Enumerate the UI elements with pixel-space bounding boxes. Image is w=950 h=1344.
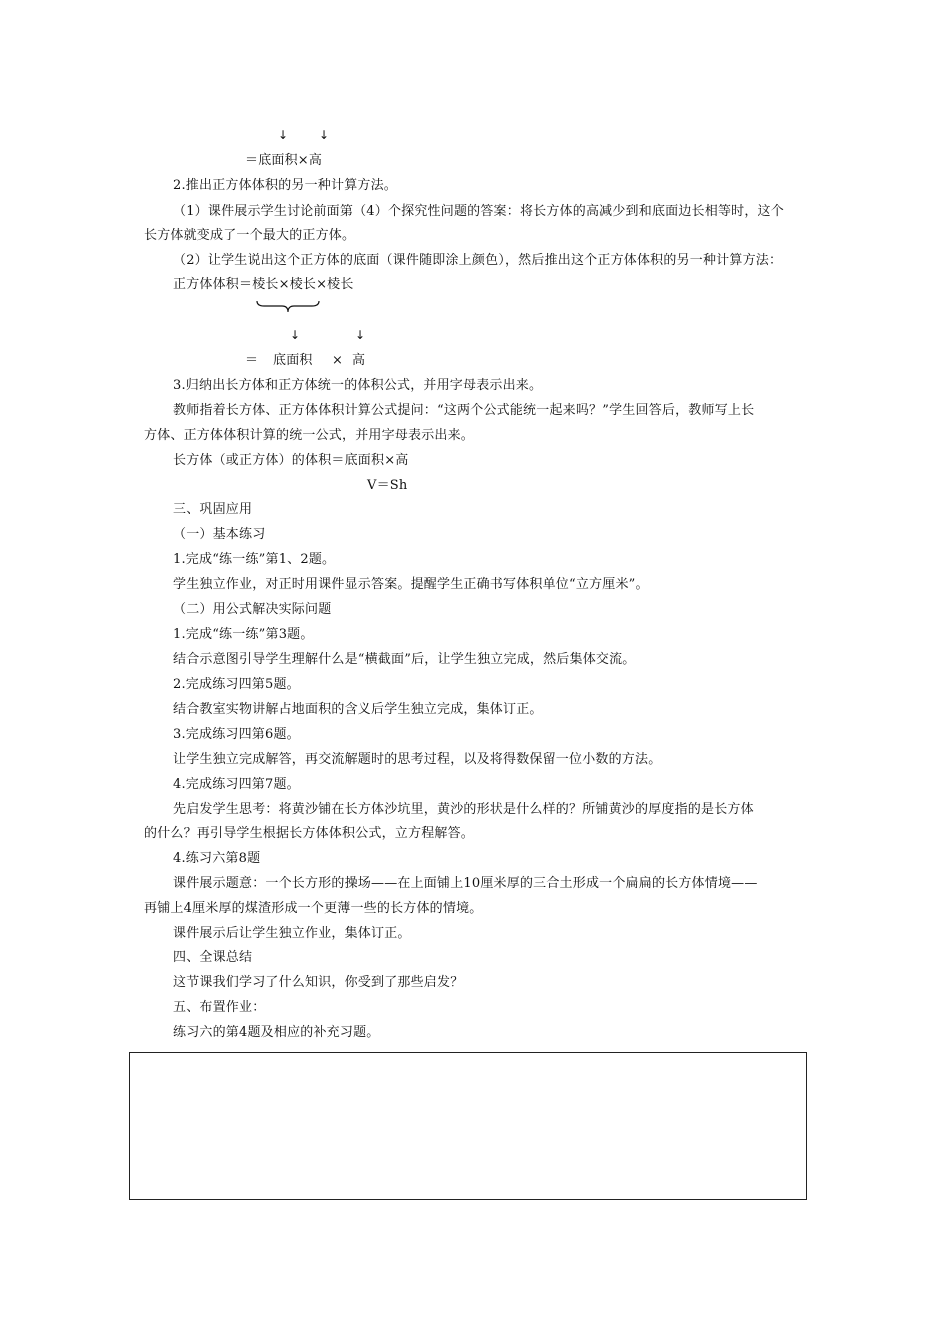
paragraph-line: （1）课件展示学生讨论前面第（4）个探究性问题的答案：将长方体的高减少到和底面边长相等时，这个 [173, 204, 784, 219]
formula-letters: V＝Sh [367, 478, 408, 493]
paragraph-line: （2）让学生说出这个正方体的底面（课件随即涂上颜色），然后推出这个正方体体积的另一种计算方法： [173, 253, 783, 268]
sub-heading: （二）用公式解决实际问题 [173, 602, 332, 617]
paragraph-line: 练习六的第4题及相应的补充习题。 [173, 1025, 380, 1040]
down-arrow-icon: ↓ [290, 328, 301, 342]
paragraph-line: 的什么？再引导学生根据长方体体积公式，立方程解答。 [144, 826, 475, 841]
list-item: 4.完成练习四第7题。 [173, 777, 300, 792]
down-arrow-icon: ↓ [355, 328, 366, 342]
paragraph-line: 再铺上4厘米厚的煤渣形成一个更薄一些的长方体的情境。 [144, 901, 483, 916]
list-item: 2.完成练习四第5题。 [173, 677, 300, 692]
paragraph-line: 教师指着长方体、正方体体积计算公式提问：“这两个公式能统一起来吗？”学生回答后，教师写上长 [173, 403, 755, 418]
down-arrow-icon: ↓ [319, 128, 330, 142]
formula-line: 长方体（或正方体）的体积＝底面积×高 [173, 453, 409, 468]
list-item: 3.完成练习四第6题。 [173, 727, 300, 742]
paragraph-line: 课件展示后让学生独立作业，集体订正。 [173, 926, 411, 941]
part-heading: 三、巩固应用 [173, 502, 253, 517]
paragraph-line: 长方体就变成了一个最大的正方体。 [144, 228, 356, 243]
list-item: 4.练习六第8题 [173, 851, 261, 866]
paragraph-line: 结合示意图引导学生理解什么是“横截面”后，让学生独立完成，然后集体交流。 [173, 652, 636, 667]
section-heading: 3.归纳出长方体和正方体统一的体积公式，并用字母表示出来。 [173, 378, 543, 393]
paragraph-line: 课件展示题意：一个长方形的操场——在上面铺上10厘米厚的三合土形成一个扁扁的长方体情境—— [173, 876, 758, 891]
part-heading: 四、全课总结 [173, 950, 253, 965]
paragraph-line: 这节课我们学习了什么知识，你受到了那些启发？ [173, 975, 464, 990]
list-item: 1.完成“练一练”第3题。 [173, 627, 314, 642]
formula-line: 正方体体积＝棱长×棱长×棱长 [173, 277, 354, 292]
paragraph-line: 方体、正方体体积计算的统一公式，并用字母表示出来。 [144, 428, 475, 443]
paragraph-line: 让学生独立完成解答，再交流解题时的思考过程，以及将得数保留一位小数的方法。 [173, 752, 662, 767]
down-arrow-icon: ↓ [278, 128, 289, 142]
formula-height: 高 [352, 353, 366, 368]
sub-heading: （一）基本练习 [173, 527, 266, 542]
formula-result: ＝底面积×高 [245, 153, 323, 168]
list-item: 1.完成“练一练”第1、2题。 [173, 552, 336, 567]
formula-base: 底面积 [273, 353, 313, 368]
section-heading: 2.推出正方体体积的另一种计算方法。 [173, 178, 398, 193]
paragraph-line: 学生独立作业，对正时用课件显示答案。提醒学生正确书写体积单位“立方厘米”。 [173, 577, 649, 592]
curly-brace-icon [256, 300, 320, 314]
paragraph-line: 先启发学生思考：将黄沙铺在长方体沙坑里，黄沙的形状是什么样的？所铺黄沙的厚度指的是长方体 [173, 802, 754, 817]
formula-eq: ＝ [245, 353, 259, 368]
notes-box [129, 1052, 807, 1200]
paragraph-line: 结合教室实物讲解占地面积的含义后学生独立完成，集体订正。 [173, 702, 543, 717]
part-heading: 五、布置作业： [173, 1000, 266, 1015]
formula-times: × [332, 353, 344, 368]
